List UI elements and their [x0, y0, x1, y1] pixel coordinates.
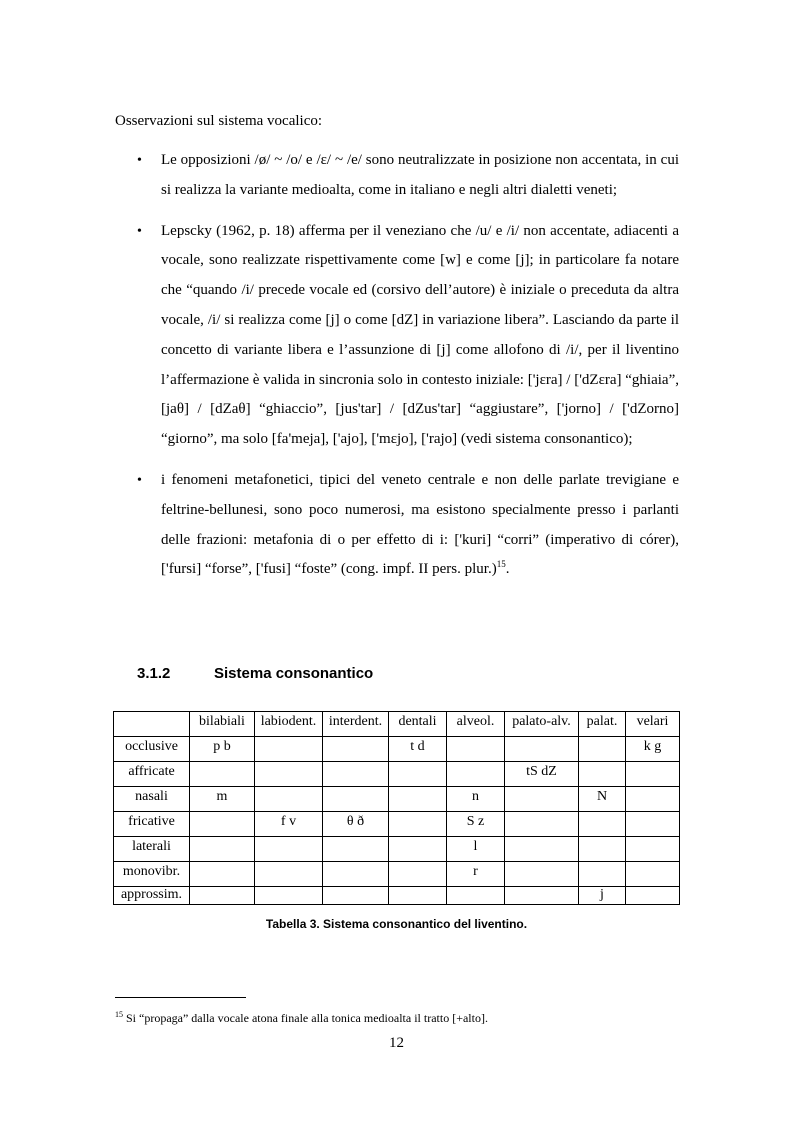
table-header-cell: labiodent. — [255, 712, 323, 737]
table-cell: S z — [447, 812, 505, 837]
table-cell — [255, 862, 323, 887]
table-row — [114, 762, 680, 787]
table-cell — [323, 862, 389, 887]
table-cell — [389, 837, 447, 862]
page-number: 12 — [389, 1035, 404, 1051]
table-cell: t d — [389, 737, 447, 762]
footnote-text: Si “propaga” dalla vocale atona finale alla tonica medioalta il tratto [+alto]. — [126, 1011, 488, 1025]
table-cell — [389, 787, 447, 812]
table-cell: tS dZ — [505, 762, 579, 787]
footnote-number: 15 — [115, 1010, 123, 1019]
table-header-cell: palat. — [579, 712, 626, 737]
table-cell — [626, 762, 680, 787]
table-cell: k g — [626, 737, 680, 762]
table-row — [114, 837, 680, 862]
table-cell — [190, 837, 255, 862]
table-cell — [323, 737, 389, 762]
table-cell — [505, 862, 579, 887]
table-cell — [323, 762, 389, 787]
table-cell — [255, 887, 323, 905]
footnote-divider — [115, 997, 246, 998]
table-cell — [190, 887, 255, 905]
section-number: 3.1.2 — [137, 665, 171, 682]
table-row — [114, 737, 680, 762]
table-header-cell — [114, 712, 190, 737]
footnote-ref: 15 — [496, 559, 506, 570]
list-item-text: Le opposizioni /ø/ ~ /o/ e /ɛ/ ~ /e/ sono neutralizzate in posizione non accentata, in cui si realizza la variante medioalta, come in italiano e negli altri dialetti veneti; — [161, 152, 679, 198]
table-header-cell: alveol. — [447, 712, 505, 737]
table-cell: n — [447, 787, 505, 812]
table-cell — [389, 887, 447, 905]
table-cell — [190, 812, 255, 837]
table-cell — [255, 762, 323, 787]
table-cell — [505, 812, 579, 837]
table-cell — [323, 887, 389, 905]
table-cell — [626, 812, 680, 837]
bullet-icon: • — [137, 472, 142, 488]
table-cell — [579, 837, 626, 862]
table-cell — [505, 787, 579, 812]
table-cell — [190, 762, 255, 787]
vowel-observations-list — [0, 146, 793, 596]
list-item-text: Lepscky (1962, p. 18) afferma per il veneziano che /u/ e /i/ non accentate, adiacenti a vocale, sono realizzate rispettivamente come [w] e come [j]; in particolare fa notare che “quando /i/ precede vocale ed (corsivo dell’autore) è iniziale o preceduta da altra vocale, /i/ si realizza come [j] o come [dZ] in variazione libera”. Lasciando da parte il concetto di variante libera e l’assunzione di [j] come allofono di /i/, per il liventino l’affermazione è valida in sincronia solo in contesto iniziale: ['jɛra] / ['dZɛra] “ghiaia”, [jaθ] / [dZaθ] “ghiaccio”, [jus'tar] / [dZus'tar] “aggiustare”, ['jorno] / ['dZorno] “giorno”, ma solo [fa'meja], ['ajo], ['mɛjo], ['rajo] (vedi sistema consonantico); — [161, 222, 679, 448]
table-cell — [626, 862, 680, 887]
intro-text: Osservazioni sul sistema vocalico: — [115, 113, 323, 129]
table-cell: f v — [255, 812, 323, 837]
row-label-cell: approssim. — [114, 887, 190, 905]
row-label-cell: monovibr. — [114, 862, 190, 887]
row-label-cell: laterali — [114, 837, 190, 862]
table-cell — [389, 812, 447, 837]
table-cell — [447, 737, 505, 762]
table-row — [114, 887, 680, 905]
table-header-row — [114, 712, 680, 737]
table-cell — [389, 862, 447, 887]
table-header-cell: velari — [626, 712, 680, 737]
table-header-cell: bilabiali — [190, 712, 255, 737]
table-cell: p b — [190, 737, 255, 762]
table-row — [114, 787, 680, 812]
table-header-cell: dentali — [389, 712, 447, 737]
table-cell — [626, 887, 680, 905]
table-cell — [255, 837, 323, 862]
table-cell — [255, 787, 323, 812]
list-item-text: i fenomeni metafonetici, tipici del veneto centrale e non delle parlate trevigiane e feltrine-bellunesi, sono poco numerosi, ma esistono specialmente presso i parlanti delle frazioni: metafonia di o per effetto di i: ['kuri] “corri” (imperativo di córer), ['fursi] “forse”, ['fusi] “foste” (cong. impf. II pers. plur.)$^{15}$. — [161, 471, 679, 578]
list-item — [0, 146, 679, 206]
section-title: Sistema consonantico — [214, 665, 374, 682]
footnote — [115, 1011, 488, 1026]
consonant-table — [113, 711, 680, 905]
bullet-icon: • — [137, 153, 142, 168]
section-heading — [137, 665, 373, 682]
table-cell — [505, 837, 579, 862]
row-label-cell: fricative — [114, 812, 190, 837]
list-item — [0, 217, 679, 455]
table-cell — [579, 812, 626, 837]
table-caption: Tabella 3. Sistema consonantico del liventino. — [265, 917, 528, 931]
table-cell — [579, 862, 626, 887]
row-label-cell: occlusive — [114, 737, 190, 762]
table-row — [114, 812, 680, 837]
table-header-cell: interdent. — [323, 712, 389, 737]
list-item — [0, 466, 679, 585]
row-label-cell: nasali — [114, 787, 190, 812]
table-cell — [626, 787, 680, 812]
bullet-icon: • — [137, 223, 142, 239]
table-cell: j — [579, 887, 626, 905]
table-header-cell: palato-alv. — [505, 712, 579, 737]
table-cell: r — [447, 862, 505, 887]
table-cell — [579, 762, 626, 787]
table-cell — [447, 762, 505, 787]
table-cell: l — [447, 837, 505, 862]
table-cell — [579, 737, 626, 762]
table-cell — [626, 837, 680, 862]
table-cell — [505, 737, 579, 762]
table-cell — [323, 837, 389, 862]
table-cell — [190, 862, 255, 887]
list-item-body: i fenomeni metafonetici, tipici del veneto centrale e non delle parlate trevigiane e feltrine-bellunesi, sono poco numerosi, ma esistono specialmente presso i parlanti delle frazioni: metafonia di o per effetto di i: ['kuri] “corri” (imperativo di córer), ['fursi] “forse”, ['fusi] “foste” (cong. impf. II pers. plur.) — [161, 471, 679, 578]
table-cell — [447, 887, 505, 905]
table-cell — [323, 787, 389, 812]
table-cell: m — [190, 787, 255, 812]
table-cell — [505, 887, 579, 905]
row-label-cell: affricate — [114, 762, 190, 787]
table-cell — [255, 737, 323, 762]
table-row — [114, 862, 680, 887]
table-cell: θ ð — [323, 812, 389, 837]
table-cell — [389, 762, 447, 787]
table-cell: N — [579, 787, 626, 812]
